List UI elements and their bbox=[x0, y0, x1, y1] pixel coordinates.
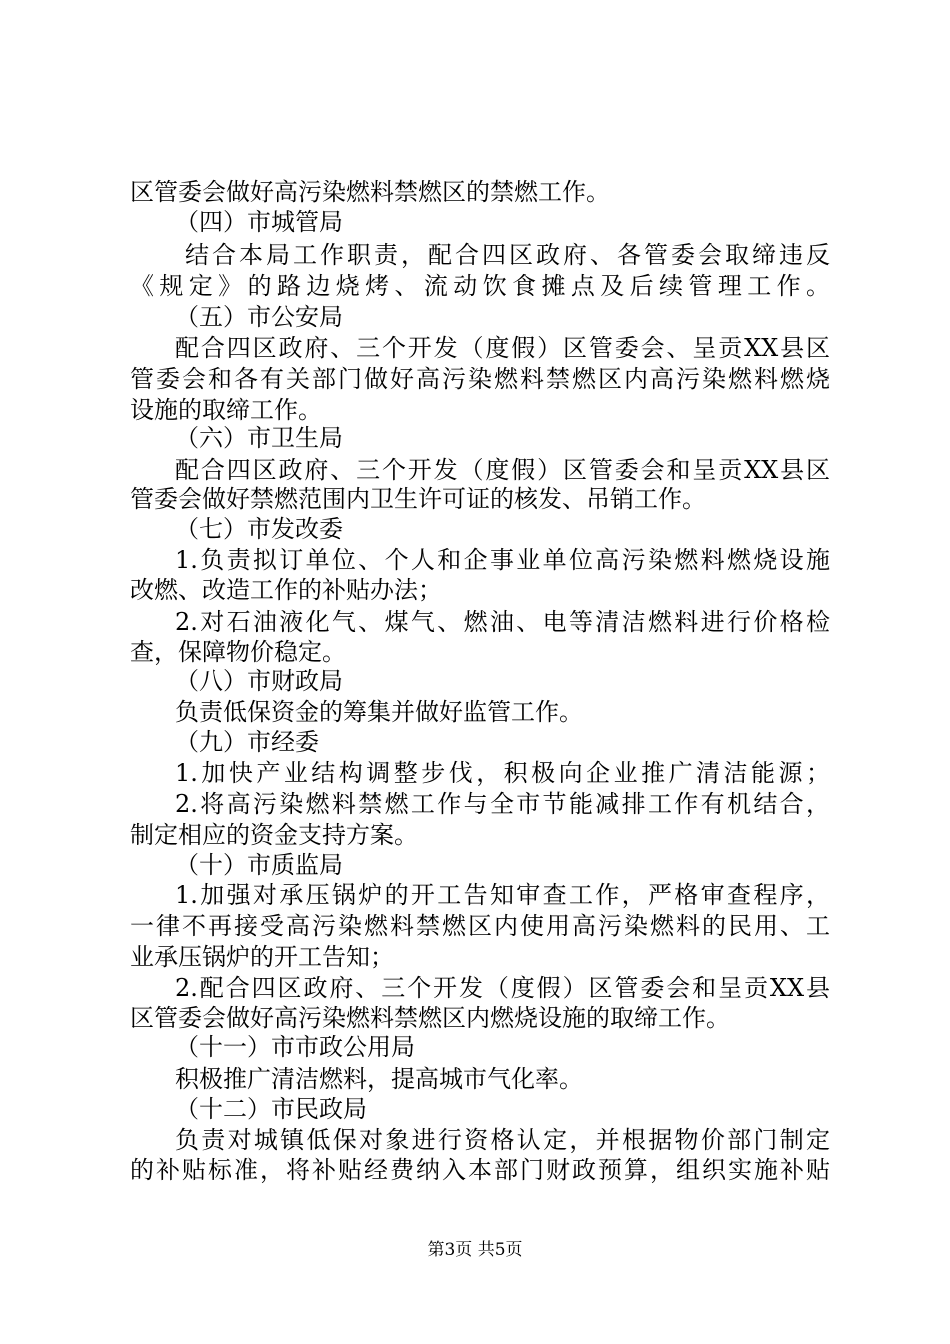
section-heading: （四）市城管局 bbox=[175, 208, 343, 236]
paragraph-line: 负责低保资金的筹集并做好监管工作。 bbox=[175, 698, 583, 726]
paragraph-line: 制定相应的资金支持方案。 bbox=[130, 821, 418, 849]
section-heading: （九）市经委 bbox=[175, 728, 319, 756]
paragraph-line: 业承压锅炉的开工告知； bbox=[130, 943, 394, 971]
section-heading: （十）市质监局 bbox=[175, 851, 343, 879]
paragraph-line: 的补贴标准，将补贴经费纳入本部门财政预算，组织实施补贴 bbox=[130, 1156, 830, 1184]
paragraph-line: 管委会和各有关部门做好高污染燃料禁燃区内高污染燃料燃烧 bbox=[130, 365, 830, 393]
paragraph-line: 设施的取缔工作。 bbox=[130, 396, 322, 424]
paragraph-line: 区管委会做好高污染燃料禁燃区的禁燃工作。 bbox=[130, 178, 610, 206]
section-heading: （十二）市民政局 bbox=[175, 1095, 367, 1123]
section-heading: （六）市卫生局 bbox=[175, 424, 343, 452]
page-number-footer: 第3页 共5页 bbox=[427, 1240, 523, 1260]
paragraph-line: 《规定》的路边烧烤、流动饮食摊点及后续管理工作。 bbox=[130, 272, 830, 300]
paragraph-line: 1.负责拟订单位、个人和企事业单位高污染燃料燃烧设施 bbox=[175, 546, 830, 574]
paragraph-line: 一律不再接受高污染燃料禁燃区内使用高污染燃料的民用、工 bbox=[130, 912, 830, 940]
paragraph-line: 2.对石油液化气、煤气、燃油、电等清洁燃料进行价格检 bbox=[175, 608, 830, 636]
paragraph-line: 积极推广清洁燃料，提高城市气化率。 bbox=[175, 1065, 583, 1093]
section-heading: （七）市发改委 bbox=[175, 515, 343, 543]
paragraph-line: 1.加强对承压锅炉的开工告知审查工作，严格审查程序， bbox=[175, 881, 830, 909]
paragraph-line: 2.将高污染燃料禁燃工作与全市节能减排工作有机结合， bbox=[175, 790, 830, 818]
paragraph-line: 查，保障物价稳定。 bbox=[130, 638, 346, 666]
paragraph-line: 区管委会做好高污染燃料禁燃区内燃烧设施的取缔工作。 bbox=[130, 1004, 730, 1032]
paragraph-line: 配合四区政府、三个开发（度假）区管委会、呈贡XX县区 bbox=[175, 334, 830, 362]
paragraph-line: 改燃、改造工作的补贴办法； bbox=[130, 576, 442, 604]
paragraph-line: 管委会做好禁燃范围内卫生许可证的核发、吊销工作。 bbox=[130, 485, 706, 513]
paragraph-line: 负责对城镇低保对象进行资格认定，并根据物价部门制定 bbox=[175, 1126, 830, 1154]
paragraph-line: 1.加快产业结构调整步伐，积极向企业推广清洁能源； bbox=[175, 759, 830, 787]
section-heading: （八）市财政局 bbox=[175, 667, 343, 695]
section-heading: （十一）市市政公用局 bbox=[175, 1033, 415, 1061]
section-heading: （五）市公安局 bbox=[175, 303, 343, 331]
paragraph-line: 2.配合四区政府、三个开发（度假）区管委会和呈贡XX县 bbox=[175, 974, 830, 1002]
paragraph-line: 配合四区政府、三个开发（度假）区管委会和呈贡XX县区 bbox=[175, 456, 830, 484]
paragraph-line: 结合本局工作职责，配合四区政府、各管委会取缔违反 bbox=[185, 241, 830, 269]
